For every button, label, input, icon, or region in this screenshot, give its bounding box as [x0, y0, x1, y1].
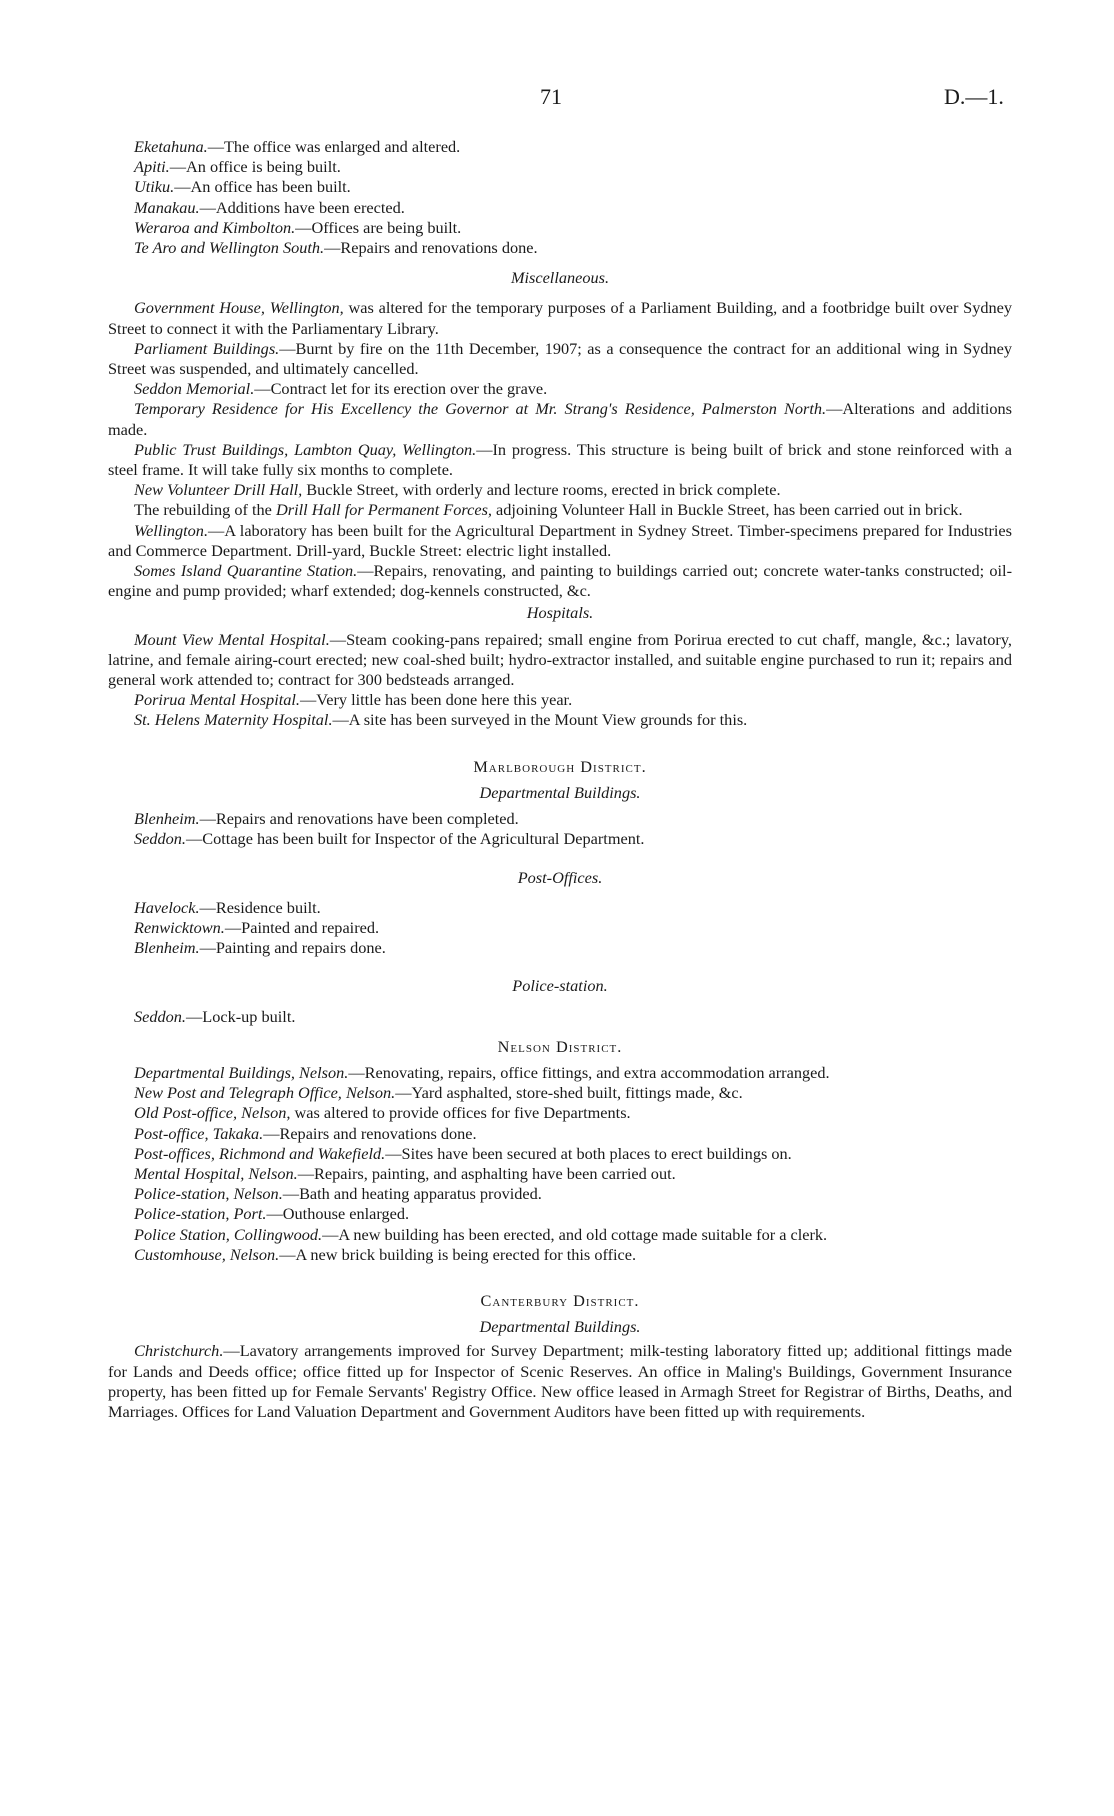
entry: Old Post-office, Nelson, was altered to provide offices for five Departments.: [134, 1103, 631, 1123]
document-reference: D.—1.: [944, 84, 1004, 109]
page-number: 71: [540, 84, 562, 109]
entry: Apiti.—An office is being built.: [134, 157, 341, 177]
entry: Police-station, Port.—Outhouse enlarged.: [134, 1204, 410, 1224]
entry: Seddon.—Lock-up built.: [134, 1006, 296, 1026]
marlborough-dept-section: [108, 809, 1012, 849]
entry: Weraroa and Kimbolton.—Offices are being built.: [134, 217, 462, 237]
post-offices-section: [108, 898, 1012, 959]
entry: Parliament Buildings.—Burnt by fire on the 11th December, 1907; as a consequence the contract for an additional wing in Sydney Street was suspended, and ultimately cancelled.: [108, 338, 1012, 379]
entry: Government House, Wellington, was altered for the temporary purposes of a Parliament Building, and a footbridge built over Sydney Street to connect it with the Parliamentary Library.: [108, 298, 1012, 338]
canterbury-heading: Canterbury District.: [480, 1290, 640, 1310]
entry: Wellington.—A laboratory has been built for the Agricultural Department in Sydney Street. Timber-specimens prepared for Industries and Commerce Department. Drill-yard, Buckle Street: electric light installed.: [108, 520, 1012, 560]
entry: Utiku.—An office has been built.: [134, 177, 351, 197]
police-station-heading: Police-station.: [512, 976, 608, 996]
entry: Post-offices, Richmond and Wakefield.—Sites have been secured at both places to erect buildings on.: [134, 1143, 792, 1163]
entry: Christchurch.—Lavatory arrangements improved for Survey Department; milk-testing laboratory fitted up; additional fittings made for Lands and Deeds office; office fitted up for Inspector of Scenic Reserves. An office in Maling's Buildings, Government Insurance property, has been fitted up for Female Servants' Registry Office. New office leased in Armagh Street for Registrar of Births, Deaths, and Marriages. Offices for Land Valuation Department and Government Auditors have been fitted up with requirements.: [108, 1341, 1012, 1421]
entry: Seddon Memorial.—Contract let for its erection over the grave.: [134, 379, 548, 399]
entry: Te Aro and Wellington South.—Repairs and renovations done.: [134, 238, 538, 258]
intro-section: [108, 137, 1012, 258]
entry: Temporary Residence for His Excellency the Governor at Mr. Strang's Residence, Palmerston North.—Alterations and additions made.: [108, 399, 1012, 439]
marlborough-dept-heading: Departmental Buildings.: [479, 782, 641, 802]
entry: The rebuilding of the Drill Hall for Permanent Forces, adjoining Volunteer Hall in Buckle Street, has been carried out in brick.: [134, 500, 963, 520]
misc-heading: Miscellaneous.: [510, 268, 610, 288]
entry: New Post and Telegraph Office, Nelson.—Yard asphalted, store-shed built, fittings made, &c.: [134, 1083, 743, 1103]
nelson-heading: Nelson District.: [497, 1036, 623, 1056]
entry: Porirua Mental Hospital.—Very little has been done here this year.: [134, 690, 573, 710]
canterbury-section: [108, 1341, 1012, 1422]
hospitals-section: [108, 630, 1012, 731]
entry: Renwicktown.—Painted and repaired.: [134, 917, 380, 937]
post-offices-heading: Post-Offices.: [517, 867, 603, 887]
entry: St. Helens Maternity Hospital.—A site has been surveyed in the Mount View grounds for this.: [134, 710, 748, 730]
marlborough-heading: Marlborough District.: [473, 756, 647, 776]
canterbury-dept-heading: Departmental Buildings.: [479, 1317, 641, 1337]
entry: Havelock.—Residence built.: [134, 897, 321, 917]
page-body: [108, 137, 1012, 1422]
entry: Police Station, Collingwood.—A new building has been erected, and old cottage made suitable for a clerk.: [134, 1224, 828, 1244]
hospitals-heading: Hospitals.: [526, 603, 594, 623]
entry: Police-station, Nelson.—Bath and heating apparatus provided.: [134, 1184, 542, 1204]
entry: Manakau.—Additions have been erected.: [134, 197, 405, 217]
entry: Blenheim.—Repairs and renovations have been completed.: [134, 809, 519, 829]
entry: Seddon.—Cottage has been built for Inspector of the Agricultural Department.: [134, 829, 645, 849]
entry: Customhouse, Nelson.—A new brick building is being erected for this office.: [134, 1244, 637, 1264]
entry: Blenheim.—Painting and repairs done.: [134, 938, 386, 958]
police-station-section: [108, 1007, 1012, 1027]
entry: Mount View Mental Hospital.—Steam cooking-pans repaired; small engine from Porirua erected to cut chaff, mangle, &c.; lavatory, latrine, and female airing-court erected; new coal-shed built; hydro-extractor installed, and suitable engine purchased to run it; repairs and general work attended to; contract for 300 bedsteads arranged.: [108, 629, 1012, 690]
entry: Eketahuna.—The office was enlarged and altered.: [134, 137, 461, 156]
entry: Somes Island Quarantine Station.—Repairs, renovating, and painting to buildings carried out; concrete water-tanks constructed; oil-engine and pump provided; wharf extended; dog-kennels constructed, &c.: [108, 561, 1012, 601]
entry: Departmental Buildings, Nelson.—Renovating, repairs, office fittings, and extra accommodation arranged.: [134, 1062, 830, 1082]
entry: Public Trust Buildings, Lambton Quay, Wellington.—In progress. This structure is being built of brick and stone reinforced with a steel frame. It will take fully six months to complete.: [108, 439, 1012, 480]
entry: Mental Hospital, Nelson.—Repairs, painting, and asphalting have been carried out.: [134, 1163, 676, 1183]
misc-section: [108, 298, 1012, 601]
entry: Post-office, Takaka.—Repairs and renovations done.: [134, 1123, 477, 1143]
nelson-section: [108, 1063, 1012, 1265]
entry: New Volunteer Drill Hall, Buckle Street, with orderly and lecture rooms, erected in brick complete.: [134, 480, 781, 500]
